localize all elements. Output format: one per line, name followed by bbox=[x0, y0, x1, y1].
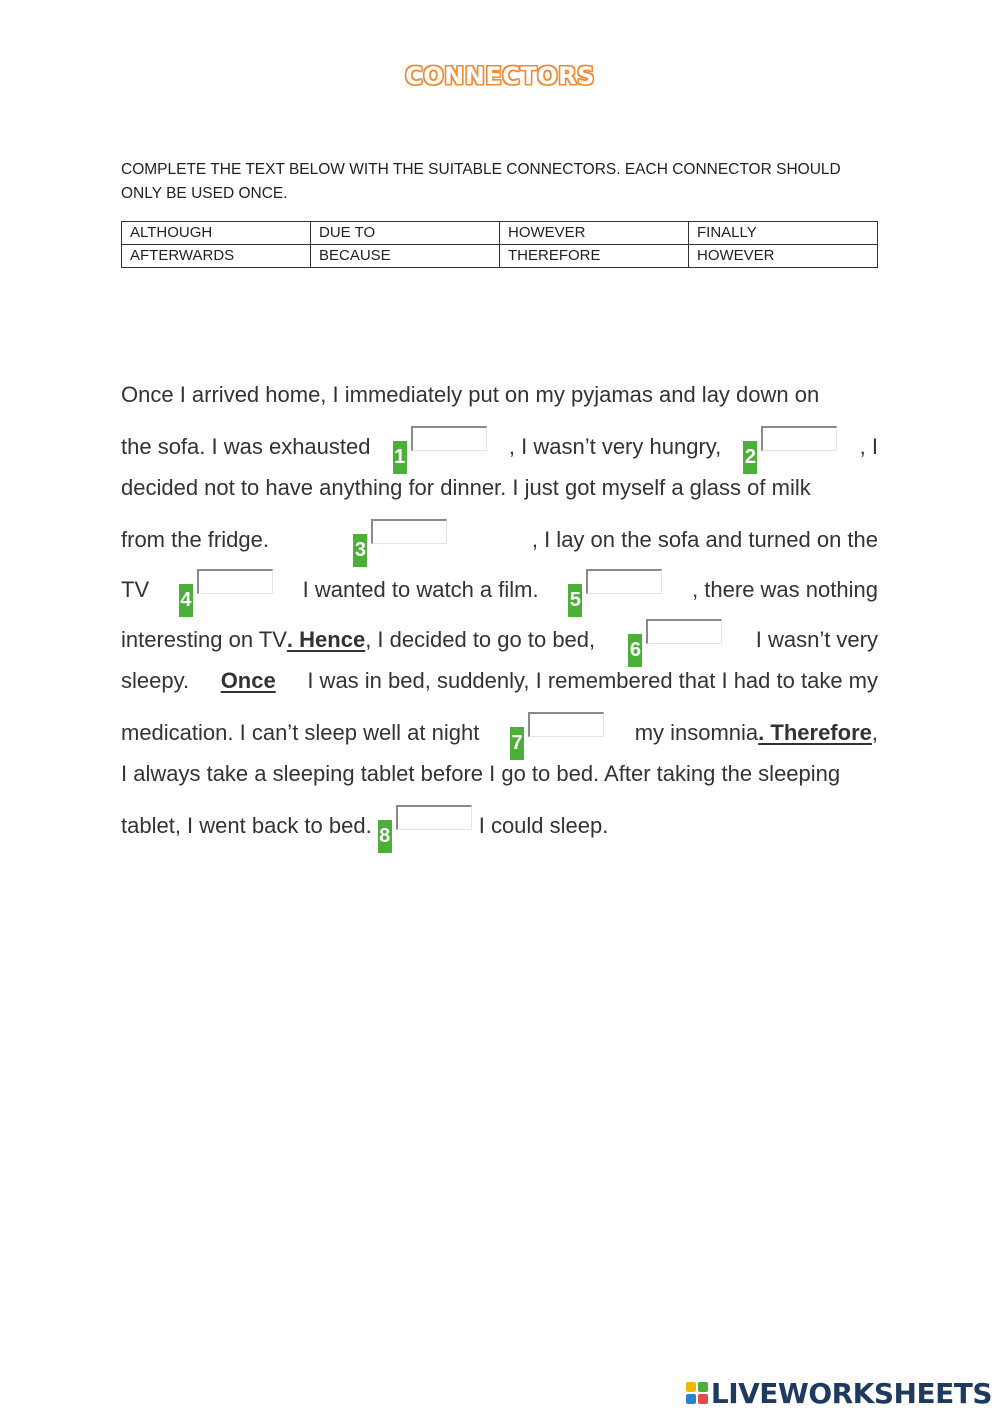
passage-text: medication. I can’t sleep well at night bbox=[121, 720, 480, 745]
gap-number-badge: 1 bbox=[393, 441, 407, 474]
passage-text: , I lay on the sofa and turned on the bbox=[531, 527, 878, 552]
passage-text: , I bbox=[859, 434, 878, 459]
table-row bbox=[122, 222, 878, 245]
passage-line bbox=[121, 475, 878, 501]
answer-input-6[interactable] bbox=[646, 619, 722, 644]
passage-text: I wasn’t very bbox=[755, 627, 878, 652]
table-cell: BECAUSE bbox=[311, 245, 500, 268]
table-cell: FINALLY bbox=[689, 222, 878, 245]
gap-1 bbox=[393, 432, 487, 468]
table-cell: THEREFORE bbox=[500, 245, 689, 268]
gap-number-badge: 8 bbox=[378, 820, 392, 853]
passage-text: the sofa. I was exhausted bbox=[121, 434, 371, 459]
table-cell: ALTHOUGH bbox=[122, 222, 311, 245]
connector-once: Once bbox=[220, 668, 276, 693]
connector-therefore: . Therefore bbox=[758, 720, 872, 745]
gap-number-badge: 2 bbox=[743, 441, 757, 474]
answer-input-5[interactable] bbox=[586, 569, 662, 594]
gap-6 bbox=[628, 625, 722, 661]
gap-number-badge: 6 bbox=[628, 634, 642, 667]
answer-input-4[interactable] bbox=[197, 569, 273, 594]
passage-line bbox=[121, 668, 878, 694]
gap-number-badge: 3 bbox=[353, 534, 367, 567]
table-cell: DUE TO bbox=[311, 222, 500, 245]
passage-line bbox=[121, 432, 878, 468]
answer-input-7[interactable] bbox=[528, 712, 604, 737]
passage-line bbox=[121, 761, 878, 787]
logo-square bbox=[698, 1394, 708, 1404]
liveworksheets-logo bbox=[686, 1376, 992, 1410]
passage-text: I could sleep. bbox=[478, 813, 609, 838]
gap-number-badge: 4 bbox=[179, 584, 193, 617]
passage-line bbox=[121, 718, 878, 754]
passage-text: decided not to have anything for dinner. I just got myself a glass of milk bbox=[121, 475, 811, 500]
logo-square bbox=[686, 1382, 696, 1392]
gap-7 bbox=[510, 718, 604, 754]
passage-text: TV bbox=[121, 577, 150, 602]
instructions: COMPLETE THE TEXT BELOW WITH THE SUITABLE CONNECTORS. EACH CONNECTOR SHOULD ONLY BE USED ONCE. bbox=[121, 161, 841, 202]
gap-8 bbox=[378, 811, 472, 847]
passage-text: tablet, I went back to bed. bbox=[121, 813, 372, 838]
passage-text: , I wasn’t very hungry, bbox=[508, 434, 722, 459]
table-cell: HOWEVER bbox=[689, 245, 878, 268]
passage-text: sleepy. bbox=[121, 668, 190, 693]
page-title: CONNECTORS bbox=[405, 62, 595, 90]
passage-text: interesting on TV bbox=[121, 627, 287, 652]
gap-number-badge: 5 bbox=[568, 584, 582, 617]
logo-text: LIVEWORKSHEETS bbox=[710, 1376, 992, 1410]
connector-table bbox=[121, 221, 878, 268]
passage-text: I always take a sleeping tablet before I go to bed. After taking the sleeping bbox=[121, 761, 841, 786]
passage-text: , bbox=[871, 720, 878, 745]
passage-text bbox=[121, 627, 595, 653]
passage-line bbox=[121, 625, 878, 661]
gap-4 bbox=[179, 575, 273, 611]
passage-line bbox=[121, 811, 878, 847]
table-cell: AFTERWARDS bbox=[122, 245, 311, 268]
passage-text: Once I arrived home, I immediately put on my pyjamas and lay down on bbox=[121, 382, 820, 407]
gap-number-badge: 7 bbox=[510, 727, 524, 760]
passage-text: my insomnia bbox=[634, 720, 759, 745]
answer-input-1[interactable] bbox=[411, 426, 487, 451]
answer-input-3[interactable] bbox=[371, 519, 447, 544]
passage-line bbox=[121, 575, 878, 611]
passage-line bbox=[121, 525, 878, 561]
passage-line bbox=[121, 382, 878, 408]
logo-square bbox=[698, 1382, 708, 1392]
passage-text: I wanted to watch a film. bbox=[302, 577, 539, 602]
table-cell: HOWEVER bbox=[500, 222, 689, 245]
gap-2 bbox=[743, 432, 837, 468]
gap-3 bbox=[353, 525, 447, 561]
passage-text bbox=[635, 720, 878, 746]
passage-text: from the fridge. bbox=[121, 527, 269, 552]
logo-square bbox=[686, 1394, 696, 1404]
passage-text: , I decided to go to bed, bbox=[365, 627, 596, 652]
logo-mark-icon bbox=[686, 1382, 708, 1404]
answer-input-2[interactable] bbox=[761, 426, 837, 451]
passage-text: , there was nothing bbox=[692, 577, 878, 602]
gap-5 bbox=[568, 575, 662, 611]
passage-text: I was in bed, suddenly, I remembered that I had to take my bbox=[307, 668, 878, 693]
answer-input-8[interactable] bbox=[396, 805, 472, 830]
table-row bbox=[122, 245, 878, 268]
connector-hence: . Hence bbox=[286, 627, 366, 652]
